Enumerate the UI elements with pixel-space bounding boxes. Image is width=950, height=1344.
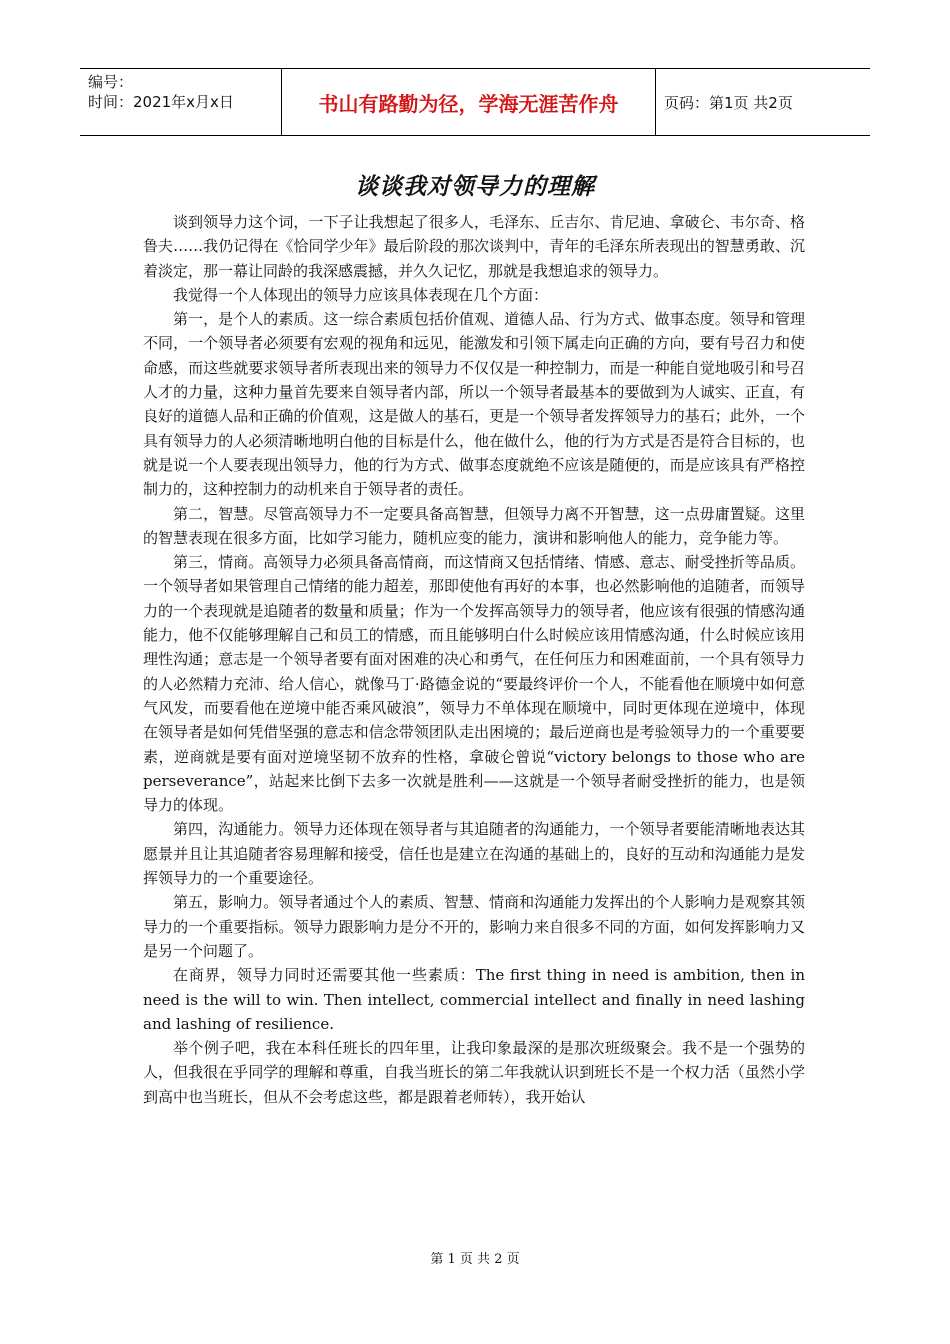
document-title: 谈谈我对领导力的理解 xyxy=(355,174,595,200)
paragraph: 第五，影响力。领导者通过个人的素质、智慧、情商和沟通能力发挥出的个人影响力是观察其领导力的一个重要指标。领导力跟影响力是分不开的，影响力来自很多不同的方面，如何发挥影响力又是另一个问题了。 xyxy=(143,893,805,960)
document-date-label: 时间：2021年x月x日 xyxy=(88,93,234,111)
paragraph: 在商界，领导力同时还需要其他一些素质：The first thing in need is ambition, then in need is the will to win. Then intellect, commercial intellect and finally in need lashing and lashing of resilience. xyxy=(143,966,805,1033)
paragraph: 我觉得一个人体现出的领导力应该具体表现在几个方面： xyxy=(173,285,549,304)
paragraph: 举个例子吧，我在本科任班长的四年里，让我印象最深的是那次班级聚会。我不是一个强势的人，但我很在乎同学的理解和尊重，自我当班长的第二年我就认识到班长不是一个权力活（虽然小学到高中也当班长，但从不会考虑这些，都是跟着老师转），我开始认 xyxy=(143,1039,805,1106)
paragraph: 第一，是个人的素质。这一综合素质包括价值观、道德人品、行为方式、做事态度。领导和管理不同，一个领导者必须要有宏观的视角和远见，能激发和引领下属走向正确的方向，要有号召力和使命感，而这些就要求领导者所表现出来的领导力不仅仅是一种控制力，而是一种能自觉地吸引和号召人才的力量，这种力量首先要来自领导者内部，所以一个领导者最基本的要做到为人诚实、正直，有良好的道德人品和正确的价值观，这是做人的基石，更是一个领导者发挥领导力的基石；此外，一个具有领导力的人必须清晰地明白他的目标是什么，他在做什么，他的行为方式是否是符合目标的，也就是说一个人要表现出领导力，他的行为方式、做事态度就绝不应该是随便的，而是应该具有严格控制力的，这种控制力的动机来自于领导者的责任。 xyxy=(143,310,805,499)
header-page-info: 页码：第1页 共2页 xyxy=(664,93,793,112)
paragraph: 第四，沟通能力。领导力还体现在领导者与其追随者的沟通能力，一个领导者要能清晰地表达其愿景并且让其追随者容易理解和接受，信任也是建立在沟通的基础上的，良好的互动和沟通能力是发挥领导力的一个重要途径。 xyxy=(143,820,805,888)
header-meta-cell xyxy=(80,69,282,135)
document-number-label: 编号： xyxy=(88,73,134,91)
paragraph: 谈到领导力这个词，一下子让我想起了很多人，毛泽东、丘吉尔、肯尼迪、拿破仑、韦尔奇、格鲁夫……我仍记得在《恰同学少年》最后阶段的那次谈判中，青年的毛泽东所表现出的智慧勇敢、沉着淡定，那一幕让同龄的我深感震撼，并久久记忆，那就是我想追求的领导力。 xyxy=(143,213,805,280)
header-motto: 书山有路勤为径，学海无涯苦作舟 xyxy=(282,69,656,135)
page-footer: 第 1 页 共 2 页 xyxy=(430,1252,520,1267)
paragraph: 第三，情商。高领导力必须具备高情商，而这情商又包括情绪、情感、意志、耐受挫折等品质。一个领导者如果管理自己情绪的能力超差，那即使他有再好的本事，也必然影响他的追随者，而领导力的一个表现就是追随者的数量和质量；作为一个发挥高领导力的领导者，他应该有很强的情感沟通能力，他不仅能够理解自己和员工的情感，而且能够明白什么时候应该用情感沟通，什么时候应该用理性沟通；意志是一个领导者要有面对困难的决心和勇气，在任何压力和困难面前，一个具有领导力的人必然精力充沛、给人信心，就像马丁·路德金说的“要最终评价一个人，不能看他在顺境中如何意气风发，而要看他在逆境中能否乘风破浪”，领导力不单体现在顺境中，同时更体现在逆境中，体现在领导者是如何凭借坚强的意志和信念带领团队走出困境的；最后逆商也是考验领导力的一个重要要素，逆商就是要有面对逆境坚韧不放弃的性格，拿破仑曾说“victory belongs to those who are perseverance”，站起来比倒下去多一次就是胜利——这就是一个领导者耐受挫折的能力，也是领导力的体现。 xyxy=(143,553,805,815)
paragraph: 第二，智慧。尽管高领导力不一定要具备高智慧，但领导力离不开智慧，这一点毋庸置疑。这里的智慧表现在很多方面，比如学习能力，随机应变的能力，演讲和影响他人的能力，竞争能力等。 xyxy=(143,504,805,547)
document-header xyxy=(80,68,870,136)
document-body xyxy=(143,210,805,1109)
